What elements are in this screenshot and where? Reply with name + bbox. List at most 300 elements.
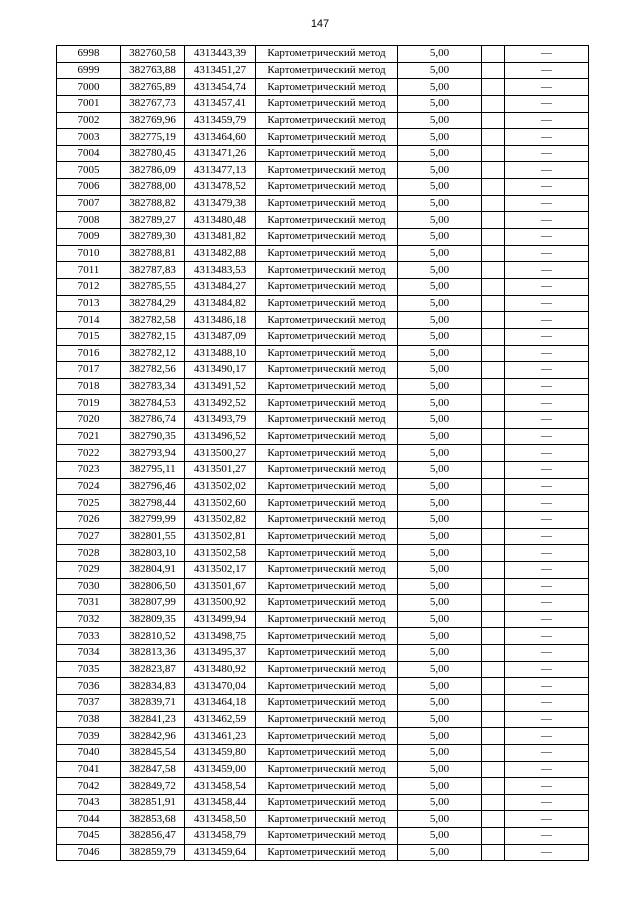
empty-cell bbox=[482, 661, 505, 678]
description-cell: — bbox=[505, 761, 589, 778]
description-cell: — bbox=[505, 145, 589, 162]
accuracy-cell: 5,00 bbox=[398, 129, 482, 146]
x-coordinate-cell: 382809,35 bbox=[121, 611, 185, 628]
y-coordinate-cell: 4313502,82 bbox=[185, 511, 256, 528]
x-coordinate-cell: 382782,12 bbox=[121, 345, 185, 362]
x-coordinate-cell: 382796,46 bbox=[121, 478, 185, 495]
x-coordinate-cell: 382786,74 bbox=[121, 412, 185, 429]
accuracy-cell: 5,00 bbox=[398, 345, 482, 362]
table-row bbox=[57, 645, 589, 662]
description-cell: — bbox=[505, 628, 589, 645]
description-cell: — bbox=[505, 212, 589, 229]
y-coordinate-cell: 4313498,75 bbox=[185, 628, 256, 645]
empty-cell bbox=[482, 711, 505, 728]
accuracy-cell: 5,00 bbox=[398, 744, 482, 761]
accuracy-cell: 5,00 bbox=[398, 112, 482, 129]
empty-cell bbox=[482, 62, 505, 79]
accuracy-cell: 5,00 bbox=[398, 179, 482, 196]
method-cell: Картометрический метод bbox=[256, 495, 398, 512]
method-cell: Картометрический метод bbox=[256, 728, 398, 745]
accuracy-cell: 5,00 bbox=[398, 245, 482, 262]
table-row bbox=[57, 145, 589, 162]
description-cell: — bbox=[505, 844, 589, 861]
empty-cell bbox=[482, 179, 505, 196]
table-row bbox=[57, 561, 589, 578]
x-coordinate-cell: 382763,88 bbox=[121, 62, 185, 79]
x-coordinate-cell: 382782,58 bbox=[121, 312, 185, 329]
point-number-cell: 7028 bbox=[57, 545, 121, 562]
coordinates-table bbox=[56, 45, 589, 861]
table-row bbox=[57, 528, 589, 545]
x-coordinate-cell: 382813,36 bbox=[121, 645, 185, 662]
table-row bbox=[57, 811, 589, 828]
x-coordinate-cell: 382795,11 bbox=[121, 462, 185, 479]
y-coordinate-cell: 4313501,67 bbox=[185, 578, 256, 595]
x-coordinate-cell: 382788,81 bbox=[121, 245, 185, 262]
y-coordinate-cell: 4313479,38 bbox=[185, 195, 256, 212]
table-row bbox=[57, 62, 589, 79]
point-number-cell: 7037 bbox=[57, 694, 121, 711]
y-coordinate-cell: 4313462,59 bbox=[185, 711, 256, 728]
point-number-cell: 7008 bbox=[57, 212, 121, 229]
empty-cell bbox=[482, 278, 505, 295]
method-cell: Картометрический метод bbox=[256, 711, 398, 728]
method-cell: Картометрический метод bbox=[256, 395, 398, 412]
method-cell: Картометрический метод bbox=[256, 478, 398, 495]
accuracy-cell: 5,00 bbox=[398, 778, 482, 795]
accuracy-cell: 5,00 bbox=[398, 545, 482, 562]
accuracy-cell: 5,00 bbox=[398, 229, 482, 246]
accuracy-cell: 5,00 bbox=[398, 395, 482, 412]
point-number-cell: 7038 bbox=[57, 711, 121, 728]
empty-cell bbox=[482, 761, 505, 778]
table-row bbox=[57, 345, 589, 362]
y-coordinate-cell: 4313501,27 bbox=[185, 462, 256, 479]
accuracy-cell: 5,00 bbox=[398, 528, 482, 545]
description-cell: — bbox=[505, 179, 589, 196]
x-coordinate-cell: 382799,99 bbox=[121, 511, 185, 528]
y-coordinate-cell: 4313461,23 bbox=[185, 728, 256, 745]
y-coordinate-cell: 4313478,52 bbox=[185, 179, 256, 196]
y-coordinate-cell: 4313482,88 bbox=[185, 245, 256, 262]
y-coordinate-cell: 4313459,79 bbox=[185, 112, 256, 129]
method-cell: Картометрический метод bbox=[256, 611, 398, 628]
point-number-cell: 7011 bbox=[57, 262, 121, 279]
x-coordinate-cell: 382839,71 bbox=[121, 694, 185, 711]
point-number-cell: 7043 bbox=[57, 794, 121, 811]
empty-cell bbox=[482, 245, 505, 262]
y-coordinate-cell: 4313454,74 bbox=[185, 79, 256, 96]
method-cell: Картометрический метод bbox=[256, 595, 398, 612]
method-cell: Картометрический метод bbox=[256, 95, 398, 112]
empty-cell bbox=[482, 628, 505, 645]
method-cell: Картометрический метод bbox=[256, 262, 398, 279]
point-number-cell: 7030 bbox=[57, 578, 121, 595]
table-row bbox=[57, 711, 589, 728]
table-row bbox=[57, 278, 589, 295]
method-cell: Картометрический метод bbox=[256, 694, 398, 711]
description-cell: — bbox=[505, 694, 589, 711]
table-row bbox=[57, 694, 589, 711]
empty-cell bbox=[482, 528, 505, 545]
table-body bbox=[57, 46, 589, 861]
empty-cell bbox=[482, 545, 505, 562]
point-number-cell: 7041 bbox=[57, 761, 121, 778]
method-cell: Картометрический метод bbox=[256, 628, 398, 645]
method-cell: Картометрический метод bbox=[256, 545, 398, 562]
method-cell: Картометрический метод bbox=[256, 445, 398, 462]
y-coordinate-cell: 4313495,37 bbox=[185, 645, 256, 662]
method-cell: Картометрический метод bbox=[256, 844, 398, 861]
empty-cell bbox=[482, 794, 505, 811]
method-cell: Картометрический метод bbox=[256, 162, 398, 179]
empty-cell bbox=[482, 561, 505, 578]
table-row bbox=[57, 778, 589, 795]
x-coordinate-cell: 382807,99 bbox=[121, 595, 185, 612]
accuracy-cell: 5,00 bbox=[398, 262, 482, 279]
description-cell: — bbox=[505, 645, 589, 662]
table-row bbox=[57, 728, 589, 745]
accuracy-cell: 5,00 bbox=[398, 694, 482, 711]
point-number-cell: 7023 bbox=[57, 462, 121, 479]
x-coordinate-cell: 382790,35 bbox=[121, 428, 185, 445]
empty-cell bbox=[482, 362, 505, 379]
accuracy-cell: 5,00 bbox=[398, 95, 482, 112]
description-cell: — bbox=[505, 495, 589, 512]
point-number-cell: 7029 bbox=[57, 561, 121, 578]
description-cell: — bbox=[505, 794, 589, 811]
x-coordinate-cell: 382801,55 bbox=[121, 528, 185, 545]
accuracy-cell: 5,00 bbox=[398, 595, 482, 612]
point-number-cell: 7001 bbox=[57, 95, 121, 112]
table-row bbox=[57, 462, 589, 479]
y-coordinate-cell: 4313486,18 bbox=[185, 312, 256, 329]
accuracy-cell: 5,00 bbox=[398, 811, 482, 828]
y-coordinate-cell: 4313496,52 bbox=[185, 428, 256, 445]
empty-cell bbox=[482, 412, 505, 429]
description-cell: — bbox=[505, 245, 589, 262]
y-coordinate-cell: 4313457,41 bbox=[185, 95, 256, 112]
description-cell: — bbox=[505, 362, 589, 379]
table-row bbox=[57, 229, 589, 246]
y-coordinate-cell: 4313492,52 bbox=[185, 395, 256, 412]
x-coordinate-cell: 382782,15 bbox=[121, 328, 185, 345]
table-row bbox=[57, 495, 589, 512]
table-row bbox=[57, 112, 589, 129]
method-cell: Картометрический метод bbox=[256, 778, 398, 795]
point-number-cell: 7026 bbox=[57, 511, 121, 528]
y-coordinate-cell: 4313458,50 bbox=[185, 811, 256, 828]
point-number-cell: 7018 bbox=[57, 378, 121, 395]
x-coordinate-cell: 382767,73 bbox=[121, 95, 185, 112]
accuracy-cell: 5,00 bbox=[398, 478, 482, 495]
table-row bbox=[57, 129, 589, 146]
y-coordinate-cell: 4313502,58 bbox=[185, 545, 256, 562]
method-cell: Картометрический метод bbox=[256, 511, 398, 528]
table-row bbox=[57, 678, 589, 695]
accuracy-cell: 5,00 bbox=[398, 645, 482, 662]
method-cell: Картометрический метод bbox=[256, 561, 398, 578]
point-number-cell: 7002 bbox=[57, 112, 121, 129]
empty-cell bbox=[482, 511, 505, 528]
description-cell: — bbox=[505, 262, 589, 279]
point-number-cell: 7036 bbox=[57, 678, 121, 695]
y-coordinate-cell: 4313491,52 bbox=[185, 378, 256, 395]
accuracy-cell: 5,00 bbox=[398, 511, 482, 528]
empty-cell bbox=[482, 145, 505, 162]
empty-cell bbox=[482, 295, 505, 312]
table-row bbox=[57, 46, 589, 63]
x-coordinate-cell: 382803,10 bbox=[121, 545, 185, 562]
empty-cell bbox=[482, 595, 505, 612]
point-number-cell: 7006 bbox=[57, 179, 121, 196]
empty-cell bbox=[482, 378, 505, 395]
table-row bbox=[57, 328, 589, 345]
table-row bbox=[57, 744, 589, 761]
empty-cell bbox=[482, 744, 505, 761]
y-coordinate-cell: 4313458,79 bbox=[185, 828, 256, 845]
x-coordinate-cell: 382847,58 bbox=[121, 761, 185, 778]
empty-cell bbox=[482, 828, 505, 845]
empty-cell bbox=[482, 162, 505, 179]
method-cell: Картометрический метод bbox=[256, 678, 398, 695]
x-coordinate-cell: 382788,00 bbox=[121, 179, 185, 196]
description-cell: — bbox=[505, 378, 589, 395]
method-cell: Картометрический метод bbox=[256, 328, 398, 345]
method-cell: Картометрический метод bbox=[256, 462, 398, 479]
table-row bbox=[57, 212, 589, 229]
x-coordinate-cell: 382851,91 bbox=[121, 794, 185, 811]
point-number-cell: 7042 bbox=[57, 778, 121, 795]
description-cell: — bbox=[505, 511, 589, 528]
accuracy-cell: 5,00 bbox=[398, 62, 482, 79]
empty-cell bbox=[482, 478, 505, 495]
accuracy-cell: 5,00 bbox=[398, 828, 482, 845]
point-number-cell: 7032 bbox=[57, 611, 121, 628]
x-coordinate-cell: 382784,53 bbox=[121, 395, 185, 412]
empty-cell bbox=[482, 79, 505, 96]
y-coordinate-cell: 4313459,80 bbox=[185, 744, 256, 761]
description-cell: — bbox=[505, 711, 589, 728]
point-number-cell: 7024 bbox=[57, 478, 121, 495]
x-coordinate-cell: 382789,27 bbox=[121, 212, 185, 229]
point-number-cell: 7014 bbox=[57, 312, 121, 329]
method-cell: Картометрический метод bbox=[256, 645, 398, 662]
method-cell: Картометрический метод bbox=[256, 345, 398, 362]
table-row bbox=[57, 295, 589, 312]
empty-cell bbox=[482, 611, 505, 628]
point-number-cell: 7004 bbox=[57, 145, 121, 162]
empty-cell bbox=[482, 778, 505, 795]
empty-cell bbox=[482, 328, 505, 345]
accuracy-cell: 5,00 bbox=[398, 46, 482, 63]
method-cell: Картометрический метод bbox=[256, 278, 398, 295]
point-number-cell: 7010 bbox=[57, 245, 121, 262]
empty-cell bbox=[482, 694, 505, 711]
description-cell: — bbox=[505, 611, 589, 628]
empty-cell bbox=[482, 844, 505, 861]
x-coordinate-cell: 382760,58 bbox=[121, 46, 185, 63]
method-cell: Картометрический метод bbox=[256, 212, 398, 229]
method-cell: Картометрический метод bbox=[256, 378, 398, 395]
description-cell: — bbox=[505, 811, 589, 828]
point-number-cell: 7040 bbox=[57, 744, 121, 761]
point-number-cell: 7034 bbox=[57, 645, 121, 662]
y-coordinate-cell: 4313464,60 bbox=[185, 129, 256, 146]
x-coordinate-cell: 382804,91 bbox=[121, 561, 185, 578]
description-cell: — bbox=[505, 561, 589, 578]
empty-cell bbox=[482, 312, 505, 329]
point-number-cell: 7015 bbox=[57, 328, 121, 345]
accuracy-cell: 5,00 bbox=[398, 678, 482, 695]
method-cell: Картометрический метод bbox=[256, 428, 398, 445]
point-number-cell: 7046 bbox=[57, 844, 121, 861]
accuracy-cell: 5,00 bbox=[398, 195, 482, 212]
y-coordinate-cell: 4313480,48 bbox=[185, 212, 256, 229]
x-coordinate-cell: 382806,50 bbox=[121, 578, 185, 595]
point-number-cell: 7039 bbox=[57, 728, 121, 745]
y-coordinate-cell: 4313471,26 bbox=[185, 145, 256, 162]
method-cell: Картометрический метод bbox=[256, 761, 398, 778]
accuracy-cell: 5,00 bbox=[398, 844, 482, 861]
x-coordinate-cell: 382785,55 bbox=[121, 278, 185, 295]
description-cell: — bbox=[505, 79, 589, 96]
empty-cell bbox=[482, 495, 505, 512]
table-row bbox=[57, 478, 589, 495]
x-coordinate-cell: 382775,19 bbox=[121, 129, 185, 146]
description-cell: — bbox=[505, 528, 589, 545]
accuracy-cell: 5,00 bbox=[398, 312, 482, 329]
method-cell: Картометрический метод bbox=[256, 362, 398, 379]
description-cell: — bbox=[505, 828, 589, 845]
table-row bbox=[57, 162, 589, 179]
table-row bbox=[57, 578, 589, 595]
accuracy-cell: 5,00 bbox=[398, 378, 482, 395]
y-coordinate-cell: 4313443,39 bbox=[185, 46, 256, 63]
empty-cell bbox=[482, 262, 505, 279]
table-row bbox=[57, 628, 589, 645]
accuracy-cell: 5,00 bbox=[398, 462, 482, 479]
x-coordinate-cell: 382782,56 bbox=[121, 362, 185, 379]
accuracy-cell: 5,00 bbox=[398, 212, 482, 229]
method-cell: Картометрический метод bbox=[256, 794, 398, 811]
table-row bbox=[57, 428, 589, 445]
y-coordinate-cell: 4313477,13 bbox=[185, 162, 256, 179]
x-coordinate-cell: 382842,96 bbox=[121, 728, 185, 745]
y-coordinate-cell: 4313490,17 bbox=[185, 362, 256, 379]
table-row bbox=[57, 545, 589, 562]
accuracy-cell: 5,00 bbox=[398, 495, 482, 512]
empty-cell bbox=[482, 46, 505, 63]
empty-cell bbox=[482, 578, 505, 595]
x-coordinate-cell: 382769,96 bbox=[121, 112, 185, 129]
empty-cell bbox=[482, 112, 505, 129]
point-number-cell: 7007 bbox=[57, 195, 121, 212]
y-coordinate-cell: 4313459,00 bbox=[185, 761, 256, 778]
table-row bbox=[57, 412, 589, 429]
point-number-cell: 7033 bbox=[57, 628, 121, 645]
method-cell: Картометрический метод bbox=[256, 195, 398, 212]
method-cell: Картометрический метод bbox=[256, 661, 398, 678]
description-cell: — bbox=[505, 578, 589, 595]
description-cell: — bbox=[505, 744, 589, 761]
description-cell: — bbox=[505, 445, 589, 462]
y-coordinate-cell: 4313464,18 bbox=[185, 694, 256, 711]
table-row bbox=[57, 362, 589, 379]
point-number-cell: 7012 bbox=[57, 278, 121, 295]
x-coordinate-cell: 382853,68 bbox=[121, 811, 185, 828]
description-cell: — bbox=[505, 312, 589, 329]
x-coordinate-cell: 382841,23 bbox=[121, 711, 185, 728]
empty-cell bbox=[482, 428, 505, 445]
empty-cell bbox=[482, 95, 505, 112]
accuracy-cell: 5,00 bbox=[398, 162, 482, 179]
accuracy-cell: 5,00 bbox=[398, 328, 482, 345]
accuracy-cell: 5,00 bbox=[398, 79, 482, 96]
y-coordinate-cell: 4313458,54 bbox=[185, 778, 256, 795]
description-cell: — bbox=[505, 678, 589, 695]
y-coordinate-cell: 4313470,04 bbox=[185, 678, 256, 695]
table-row bbox=[57, 794, 589, 811]
point-number-cell: 7016 bbox=[57, 345, 121, 362]
y-coordinate-cell: 4313500,92 bbox=[185, 595, 256, 612]
method-cell: Картометрический метод bbox=[256, 145, 398, 162]
description-cell: — bbox=[505, 345, 589, 362]
point-number-cell: 7025 bbox=[57, 495, 121, 512]
point-number-cell: 7019 bbox=[57, 395, 121, 412]
x-coordinate-cell: 382789,30 bbox=[121, 229, 185, 246]
point-number-cell: 7000 bbox=[57, 79, 121, 96]
x-coordinate-cell: 382783,34 bbox=[121, 378, 185, 395]
table-row bbox=[57, 661, 589, 678]
y-coordinate-cell: 4313500,27 bbox=[185, 445, 256, 462]
point-number-cell: 7022 bbox=[57, 445, 121, 462]
table-row bbox=[57, 611, 589, 628]
table-row bbox=[57, 312, 589, 329]
method-cell: Картометрический метод bbox=[256, 179, 398, 196]
empty-cell bbox=[482, 345, 505, 362]
point-number-cell: 7003 bbox=[57, 129, 121, 146]
x-coordinate-cell: 382823,87 bbox=[121, 661, 185, 678]
table-row bbox=[57, 844, 589, 861]
x-coordinate-cell: 382788,82 bbox=[121, 195, 185, 212]
empty-cell bbox=[482, 645, 505, 662]
y-coordinate-cell: 4313502,17 bbox=[185, 561, 256, 578]
x-coordinate-cell: 382787,83 bbox=[121, 262, 185, 279]
y-coordinate-cell: 4313488,10 bbox=[185, 345, 256, 362]
description-cell: — bbox=[505, 395, 589, 412]
method-cell: Картометрический метод bbox=[256, 578, 398, 595]
table-row bbox=[57, 262, 589, 279]
point-number-cell: 7009 bbox=[57, 229, 121, 246]
method-cell: Картометрический метод bbox=[256, 811, 398, 828]
empty-cell bbox=[482, 229, 505, 246]
description-cell: — bbox=[505, 195, 589, 212]
empty-cell bbox=[482, 129, 505, 146]
point-number-cell: 6999 bbox=[57, 62, 121, 79]
x-coordinate-cell: 382765,89 bbox=[121, 79, 185, 96]
x-coordinate-cell: 382793,94 bbox=[121, 445, 185, 462]
x-coordinate-cell: 382856,47 bbox=[121, 828, 185, 845]
description-cell: — bbox=[505, 478, 589, 495]
accuracy-cell: 5,00 bbox=[398, 628, 482, 645]
accuracy-cell: 5,00 bbox=[398, 761, 482, 778]
empty-cell bbox=[482, 811, 505, 828]
method-cell: Картометрический метод bbox=[256, 245, 398, 262]
point-number-cell: 7020 bbox=[57, 412, 121, 429]
empty-cell bbox=[482, 678, 505, 695]
empty-cell bbox=[482, 462, 505, 479]
